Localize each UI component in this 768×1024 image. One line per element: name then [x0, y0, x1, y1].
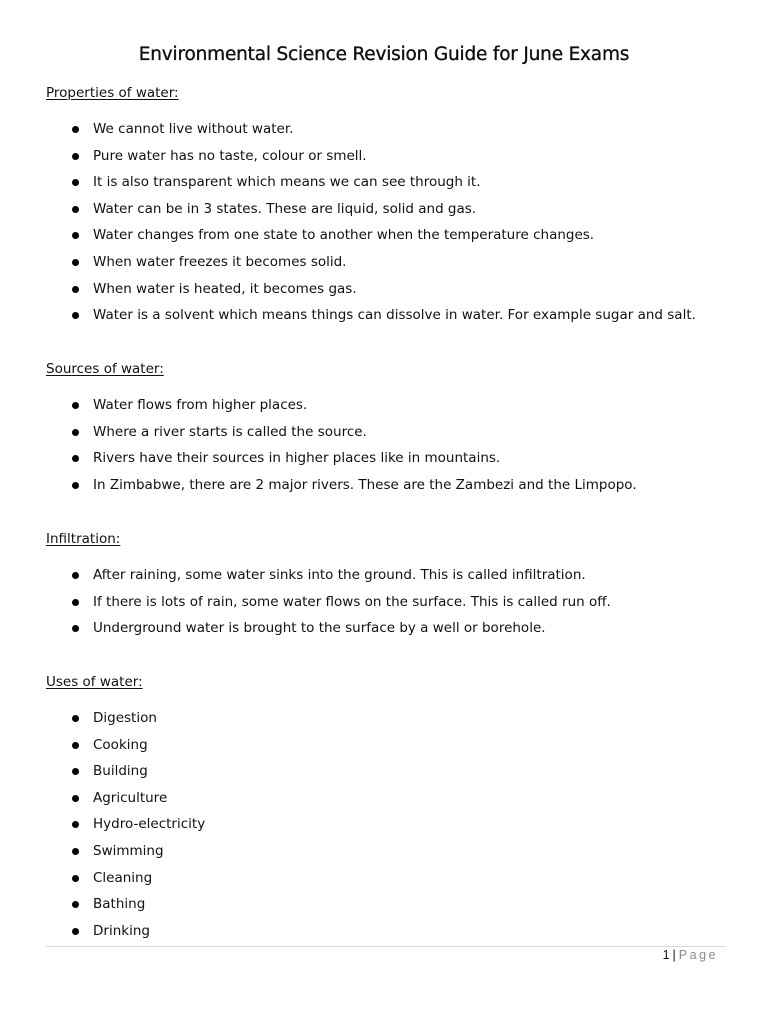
list-item	[46, 838, 205, 865]
list-item	[46, 785, 205, 812]
list-item	[46, 222, 696, 249]
list-item-text: It is also transparent which means we can see through it.	[93, 174, 481, 191]
section-uses-of-water	[46, 672, 736, 939]
bullet-icon	[72, 901, 79, 908]
list-item-text: If there is lots of rain, some water flows on the surface. This is called run off.	[93, 593, 611, 610]
bullet-icon	[72, 875, 79, 882]
page-label: Page	[678, 948, 718, 962]
page-footer	[663, 948, 718, 962]
list-item	[46, 758, 205, 785]
list-item	[46, 918, 205, 945]
bullet-icon	[72, 482, 79, 489]
page-number: 1	[662, 948, 670, 962]
list-item	[46, 589, 611, 616]
list-item	[46, 392, 637, 419]
list-item	[46, 249, 696, 276]
bullet-icon	[72, 795, 79, 802]
list-item-text: When water is heated, it becomes gas.	[93, 280, 357, 297]
list-item-text: Water is a solvent which means things can dissolve in water. For example sugar and salt.	[93, 307, 696, 324]
list-item-text: Cooking	[93, 736, 148, 753]
list-item	[46, 705, 205, 732]
bullet-icon	[72, 232, 79, 239]
list-item-text: Pure water has no taste, colour or smell.	[93, 147, 367, 164]
bullet-icon	[72, 572, 79, 579]
bullet-icon	[72, 153, 79, 160]
list-item	[46, 562, 611, 589]
bullet-icon	[72, 599, 79, 606]
bullet-icon	[72, 768, 79, 775]
list-item-text: Building	[93, 763, 148, 780]
list-item-text: After raining, some water sinks into the ground. This is called infiltration.	[93, 567, 586, 583]
list-item-text: We cannot live without water.	[93, 121, 294, 137]
bullet-icon	[72, 848, 79, 855]
section-infiltration	[46, 529, 736, 637]
bullet-icon	[72, 402, 79, 409]
list-item-text: Bathing	[93, 896, 146, 913]
bullet-icon	[72, 625, 79, 632]
list-item-text: Swimming	[93, 842, 164, 859]
bullet-icon	[72, 259, 79, 266]
list-item-text: Water changes from one state to another when the temperature changes.	[93, 227, 595, 244]
bullet-icon	[72, 742, 79, 749]
bullet-list	[46, 705, 205, 944]
list-item	[46, 196, 696, 223]
bullet-icon	[72, 312, 79, 319]
bullet-icon	[72, 126, 79, 133]
list-item	[46, 276, 696, 303]
list-item-text: Agriculture	[93, 789, 168, 806]
list-item-text: Water flows from higher places.	[93, 397, 308, 413]
list-item	[46, 811, 205, 838]
list-item-text: Rivers have their sources in higher places like in mountains.	[93, 450, 501, 467]
bullet-icon	[72, 179, 79, 186]
list-item-text: Hydro-electricity	[93, 816, 206, 833]
list-item-text: In Zimbabwe, there are 2 major rivers. These are the Zambezi and the Limpopo.	[93, 476, 637, 493]
section-heading: Sources of water:	[46, 361, 164, 377]
list-item	[46, 169, 696, 196]
bullet-list	[46, 392, 637, 498]
footer-divider	[46, 946, 726, 947]
section-heading: Uses of water:	[46, 674, 143, 690]
bullet-list	[46, 116, 696, 329]
list-item	[46, 472, 637, 499]
section-properties-of-water	[46, 83, 736, 324]
page-title: Environmental Science Revision Guide for June Exams	[138, 44, 630, 65]
footer-separator: |	[672, 948, 676, 962]
list-item-text: Cleaning	[93, 869, 153, 886]
bullet-icon	[72, 429, 79, 436]
section-heading: Properties of water:	[46, 85, 179, 101]
list-item-text: When water freezes it becomes solid.	[93, 253, 347, 270]
section-sources-of-water	[46, 359, 736, 493]
list-item	[46, 732, 205, 759]
list-item-text: Underground water is brought to the surface by a well or borehole.	[93, 620, 546, 637]
list-item	[46, 143, 696, 170]
list-item	[46, 445, 637, 472]
list-item-text: Water can be in 3 states. These are liquid, solid and gas.	[93, 200, 477, 217]
list-item-text: Drinking	[93, 922, 150, 939]
bullet-icon	[72, 206, 79, 213]
bullet-icon	[72, 455, 79, 462]
section-heading: Infiltration:	[46, 531, 121, 547]
bullet-icon	[72, 928, 79, 935]
list-item	[46, 891, 205, 918]
bullet-icon	[72, 821, 79, 828]
bullet-list	[46, 562, 611, 642]
list-item	[46, 865, 205, 892]
list-item-text: Digestion	[93, 710, 157, 726]
list-item	[46, 615, 611, 642]
bullet-icon	[72, 286, 79, 293]
list-item	[46, 116, 696, 143]
list-item	[46, 419, 637, 446]
bullet-icon	[72, 715, 79, 722]
list-item	[46, 302, 696, 329]
list-item-text: Where a river starts is called the source.	[93, 423, 367, 440]
